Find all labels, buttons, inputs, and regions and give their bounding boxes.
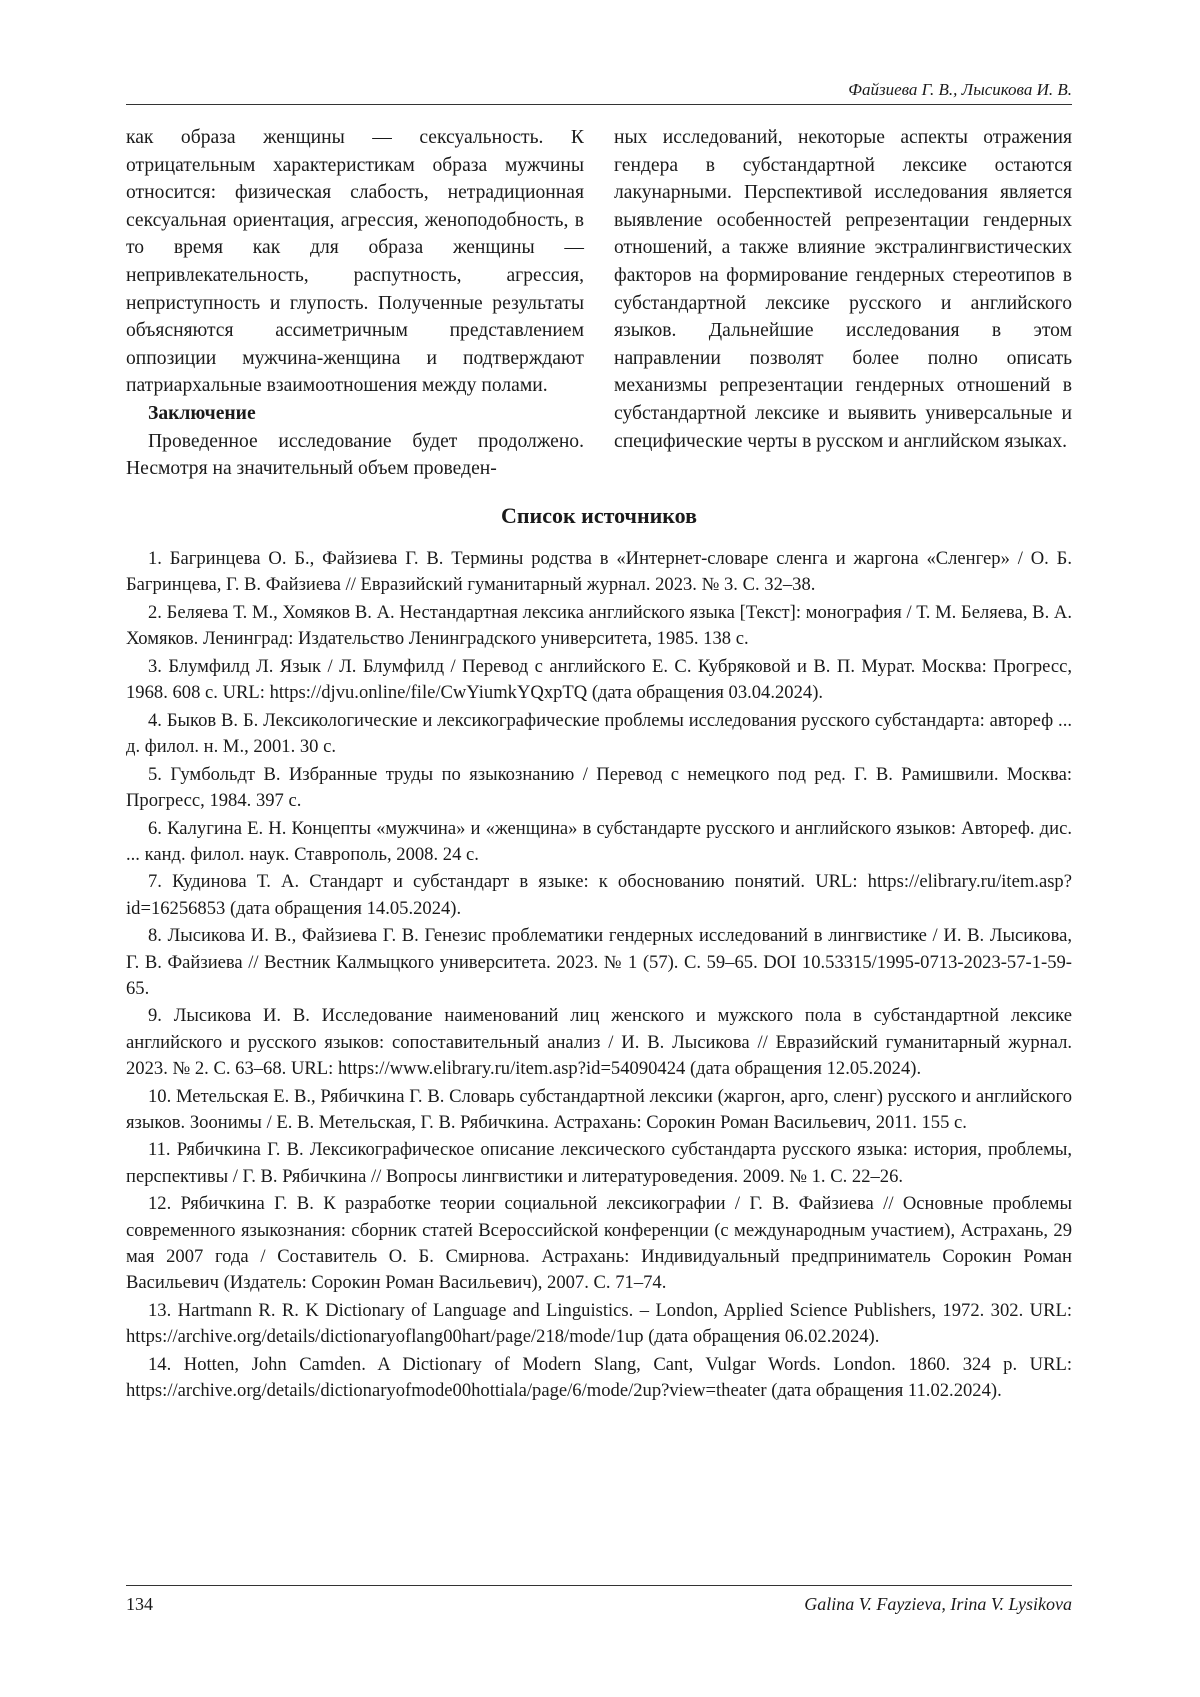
reference-item: 2. Беляева Т. М., Хомяков В. А. Нестандартная лексика английского языка [Текст]: монография / Т. М. Беляева, В. А. Хомяков. Ленинград: Издательство Ленинградского университета, 1985. 138 с. xyxy=(126,601,1072,650)
header-rule xyxy=(126,104,1072,105)
reference-item: 3. Блумфилд Л. Язык / Л. Блумфилд / Перевод с английского Е. С. Кубряковой и В. П. Мурат. Москва: Прогресс, 1968. 608 с. URL: https://djvu.online/file/CwYiumkYQxpTQ (дата обращения 03.04.2024). xyxy=(126,655,1072,704)
references-title: Список источников xyxy=(500,503,698,528)
reference-item: 7. Кудинова Т. А. Стандарт и субстандарт в языке: к обоснованию понятий. URL: https://elibrary.ru/item.asp?id=16256853 (дата обращения 14.05.2024). xyxy=(126,871,1072,919)
reference-item: 10. Метельская Е. В., Рябичкина Г. В. Словарь субстандартной лексики (жаргон, арго, сленг) русского и английского языков. Зоонимы / Е. В. Метельская, Г. В. Рябичкина. Астрахань: Сорокин Роман Васильевич, 2011. 155 с. xyxy=(126,1085,1072,1133)
running-head-authors: Файзиева Г. В., Лысикова И. В. xyxy=(848,80,1072,99)
reference-item: 4. Быков В. Б. Лексикологические и лексикографические проблемы исследования русского субстандарта: автореф ... д. филол. н. М., 2001. 30 с. xyxy=(126,709,1072,757)
right-column-paragraph: ных исследований, некоторые аспекты отражения гендера в субстандартной лексике остаются лакунарными. Перспективой исследования является выявление особенностей репрезентации гендерных отношений, а также влияние экстралингвистических факторов на формирование гендерных стереотипов в субстандартной лексике русского и английского языков. Дальнейшие исследования в этом направлении позволят более полно описать механизмы репрезентации гендерных отношений в субстандартной лексике и выявить универсальные и специфические черты в русском и английском языках. xyxy=(614,127,1072,452)
left-column-paragraph: как образа женщины — сексуальность. К отрицательным характеристикам образа мужчины относится: физическая слабость, нетрадиционная сексуальная ориентация, агрессия, женоподобность, в то время как для образа женщины — непривлекательность, распутность, агрессия, неприступность и глупость. Полученные результаты объясняются ассиметричным представлением оппозиции мужчина-женщина и подтверждают патриархальные взаимоотношения между полами. xyxy=(126,127,584,397)
reference-item: 12. Рябичкина Г. В. К разработке теории социальной лексикографии / Г. В. Файзиева // Основные проблемы современного языкознания: сборник статей Всероссийской конференции (с международным участием), Астрахань, 29 мая 2007 года / Составитель О. Б. Смирнова. Астрахань: Индивидуальный предприниматель Сорокин Роман Васильевич (Издатель: Сорокин Роман Васильевич), 2007. С. 71–74. xyxy=(126,1193,1072,1293)
footer-rule xyxy=(126,1585,1072,1586)
conclusion-paragraph: Проведенное исследование будет продолжено. Несмотря на значительный объем проведен- xyxy=(126,430,584,480)
reference-item: 11. Рябичкина Г. В. Лексикографическое описание лексического субстандарта русского языка: история, проблемы, перспективы / Г. В. Рябичкина // Вопросы лингвистики и литературоведения. 2009. № 1. С. 22–26. xyxy=(126,1139,1072,1187)
reference-item: 14. Hotten, John Camden. A Dictionary of Modern Slang, Cant, Vulgar Words. London. 1860. 324 p. URL: https://archive.org/details/dictionaryofmode00hottiala/page/6/mode/2up?view=theater (дата обращения 11.02.2024). xyxy=(126,1353,1072,1401)
page-number: 134 xyxy=(126,1594,153,1614)
left-column xyxy=(126,124,584,483)
reference-item: 9. Лысикова И. В. Исследование наименований лиц женского и мужского пола в субстандартной лексике английского и русского языков: сопоставительный анализ / И. В. Лысикова // Евразийский гуманитарный журнал. 2023. № 2. С. 63–68. URL: https://www.elibrary.ru/item.asp?id=54090424 (дата обращения 12.05.2024). xyxy=(126,1005,1072,1079)
footer-authors: Galina V. Fayzieva, Irina V. Lysikova xyxy=(804,1594,1072,1614)
body-columns xyxy=(126,124,1072,483)
reference-item: 1. Багринцева О. Б., Файзиева Г. В. Термины родства в «Интернет-словаре сленга и жаргона «Сленгер» / О. Б. Багринцева, Г. В. Файзиева // Евразийский гуманитарный журнал. 2023. № 3. С. 32–38. xyxy=(126,548,1072,596)
conclusion-heading: Заключение xyxy=(148,402,256,424)
reference-item: 13. Hartmann R. R. K Dictionary of Language and Linguistics. – London, Applied Science Publishers, 1972. 302. URL: https://archive.org/details/dictionaryoflang00hart/page/218/mode/1up (дата обращения 06.02.2024). xyxy=(126,1299,1072,1347)
reference-item: 5. Гумбольдт В. Избранные труды по языкознанию / Перевод с немецкого под ред. Г. В. Рамишвили. Москва: Прогресс, 1984. 397 с. xyxy=(126,763,1072,811)
reference-item: 6. Калугина Е. Н. Концепты «мужчина» и «женщина» в субстандарте русского и английского языков: Автореф. дис. ... канд. филол. наук. Ставрополь, 2008. 24 с. xyxy=(126,817,1072,865)
reference-item: 8. Лысикова И. В., Файзиева Г. В. Генезис проблематики гендерных исследований в лингвистике / И. В. Лысикова, Г. В. Файзиева // Вестник Калмыцкого университета. 2023. № 1 (57). С. 59–65. DOI 10.53315/1995-0713-2023-57-1-59-65. xyxy=(126,925,1072,999)
right-column xyxy=(614,124,1072,483)
references-list xyxy=(126,546,1072,1406)
